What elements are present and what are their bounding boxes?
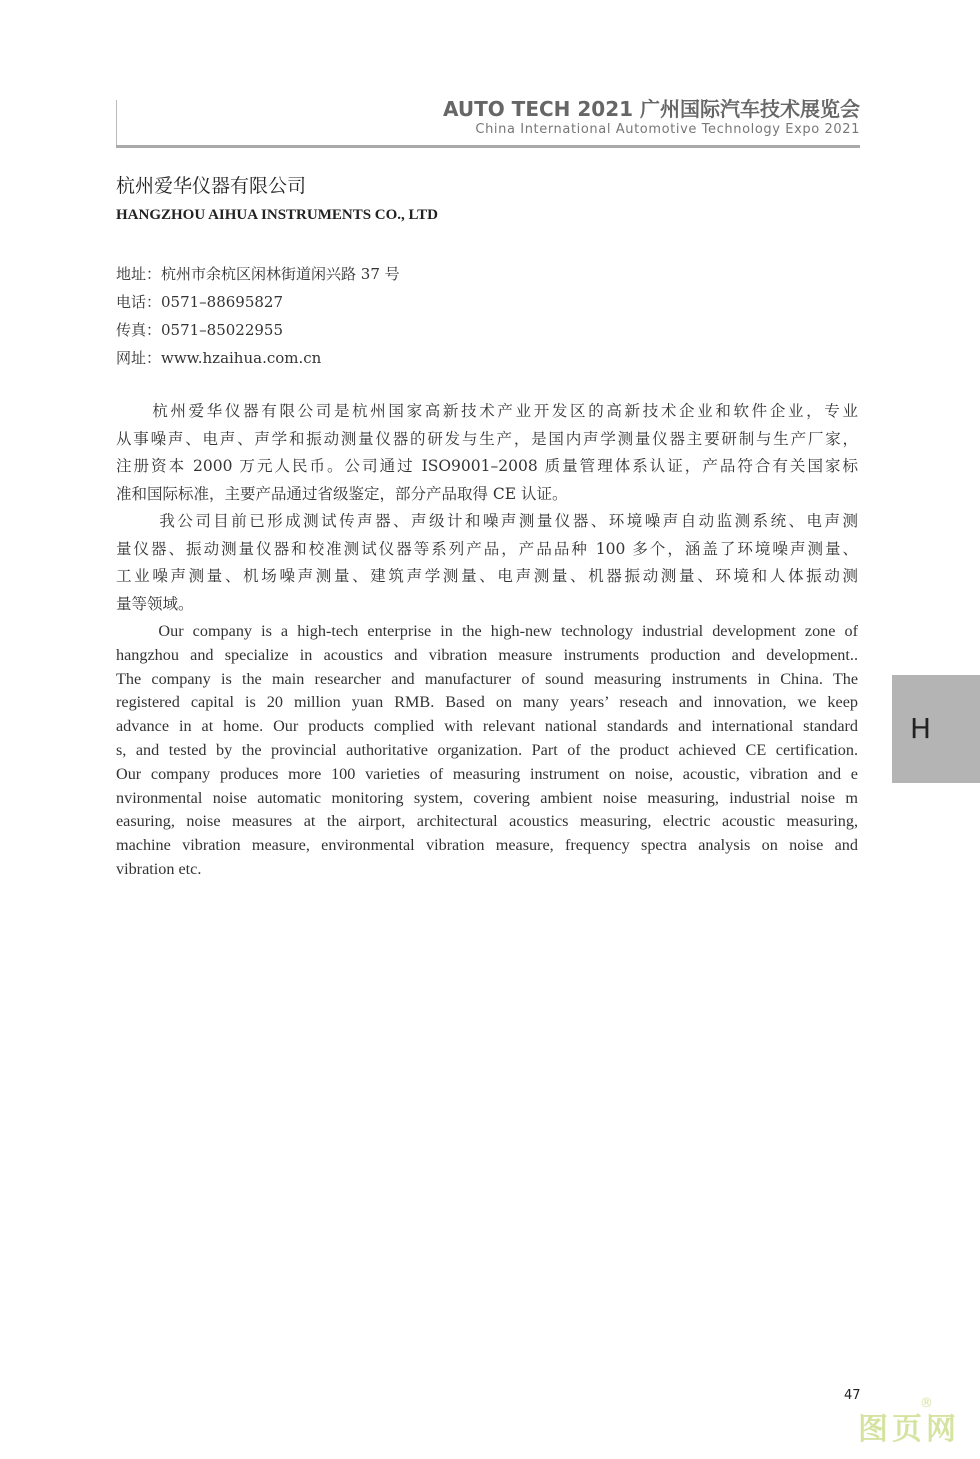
paragraph-en-line: machine vibration measure, environmental vibration measure, frequency spectra analysis on noise and xyxy=(116,836,858,855)
watermark-logo: 图页网 xyxy=(858,1412,960,1447)
page-number: 47 xyxy=(844,1388,861,1403)
paragraph-cn-2-line: 量仪器、振动测量仪器和校准测试仪器等系列产品，产品品种 100 多个，涵盖了环境噪声测量、 xyxy=(116,539,858,558)
contact-website: 网址：www.hzaihua.com.cn xyxy=(116,349,322,367)
watermark-registered: ® xyxy=(920,1396,933,1411)
paragraph-en-line: easuring, noise measures at the airport, architectural acoustics measuring, electric acoustic measuring, xyxy=(116,812,858,831)
contact-address: 地址：杭州市余杭区闲林街道闲兴路 37 号 xyxy=(116,265,400,283)
paragraph-en-line: Our company produces more 100 varieties of measuring instrument on noise, acoustic, vibration and e xyxy=(116,764,858,783)
paragraph-cn-2-line: 量等领域。 xyxy=(116,594,194,613)
company-name-en: HANGZHOU AIHUA INSTRUMENTS CO., LTD xyxy=(116,207,439,223)
paragraph-en-line: vibration etc. xyxy=(116,860,202,878)
paragraph-cn-2-line: 我公司目前已形成测试传声器、声级计和噪声测量仪器、环境噪声自动监测系统、电声测 xyxy=(116,512,858,530)
paragraph-cn-2-line: 工业噪声测量、机场噪声测量、建筑声学测量、电声测量、机器振动测量、环境和人体振动测 xyxy=(116,567,858,585)
section-letter: H xyxy=(910,712,932,745)
paragraph-en-line: registered capital is 20 million yuan RMB. Based on many years’ reseach and innovation, we keep xyxy=(116,693,858,712)
paragraph-en-line: nvironmental noise automatic monitoring system, covering ambient noise measuring, industrial noise m xyxy=(116,788,858,807)
paragraph-cn-1-line: 注册资本 2000 万元人民币。公司通过 ISO9001–2008 质量管理体系认证，产品符合有关国家标 xyxy=(116,457,858,475)
header-subtitle: China International Automotive Technology Expo 2021 xyxy=(475,122,860,137)
paragraph-en-line: The company is the main researcher and manufacturer of sound measuring instruments in China. The xyxy=(116,669,858,688)
paragraph-en-line: s, and tested by the provincial authoritative organization. Part of the product achieved CE certification. xyxy=(116,741,858,759)
paragraph-en-line: Our company is a high-tech enterprise in the high-new technology industrial development zone of xyxy=(116,622,858,640)
paragraph-en-line: hangzhou and specialize in acoustics and vibration measure instruments production and development.. xyxy=(116,645,858,664)
paragraph-cn-1-line: 准和国际标准，主要产品通过省级鉴定，部分产品取得 CE 认证。 xyxy=(116,484,568,503)
section-tab xyxy=(892,675,980,783)
paragraph-cn-1-line: 从事噪声、电声、声学和振动测量仪器的研发与生产，是国内声学测量仪器主要研制与生产厂家， xyxy=(116,429,858,448)
company-name-cn: 杭州爱华仪器有限公司 xyxy=(116,175,307,197)
paragraph-en-line: advance in at home. Our products complied with relevant national standards and international standard xyxy=(116,717,858,736)
header-divider xyxy=(116,145,860,148)
contact-phone: 电话：0571–88695827 xyxy=(116,293,284,311)
header-title: AUTO TECH 2021 广州国际汽车技术展览会 xyxy=(442,97,860,121)
paragraph-cn-1-line: 杭州爱华仪器有限公司是杭州国家高新技术产业开发区的高新技术企业和软件企业，专业 xyxy=(116,402,858,420)
contact-fax: 传真：0571–85022955 xyxy=(116,321,284,339)
